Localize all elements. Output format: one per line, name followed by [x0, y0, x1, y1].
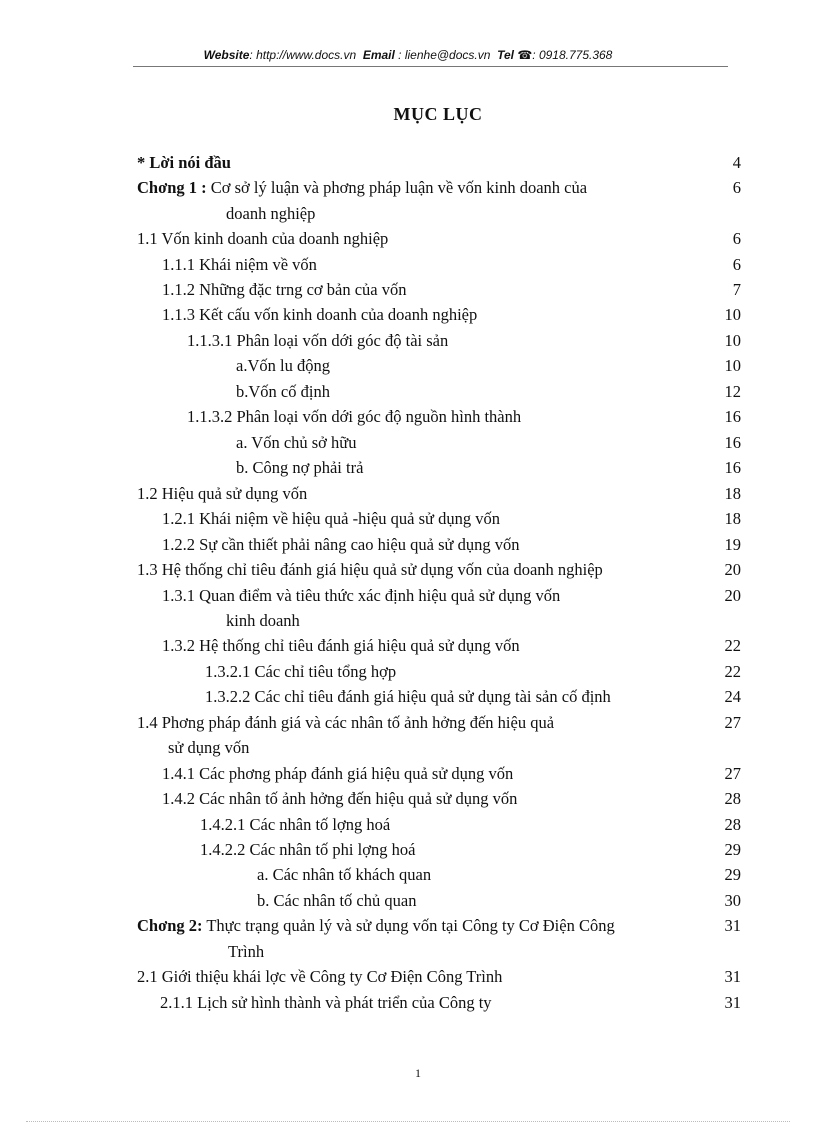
- website-value: : http://www.docs.vn: [249, 48, 357, 62]
- toc-entry-page: 4: [732, 153, 741, 172]
- toc-entry-text: 1.1.1 Khái niệm về vốn: [162, 255, 317, 274]
- tel-value: : 0918.775.368: [532, 48, 613, 62]
- page-number: 1: [415, 1066, 421, 1080]
- tel-label: Tel: [497, 48, 514, 62]
- toc-entry-page: 16: [724, 458, 741, 477]
- toc-entry-page: 30: [724, 891, 741, 910]
- toc-entry-text: Chơng 1 : Cơ sở lý luận và phơng pháp luận về vốn kinh doanh của: [137, 178, 588, 197]
- toc-entry-page: 6: [732, 178, 741, 197]
- toc-entry-text: 1.3 Hệ thống chỉ tiêu đánh giá hiệu quả sử dụng vốn của doanh nghiệp: [137, 560, 603, 579]
- toc-entry-text: 1.4 Phơng pháp đánh giá và các nhân tố ảnh hởng đến hiệu quả: [137, 713, 555, 732]
- toc-entry-text: 1.4.2 Các nhân tố ảnh hởng đến hiệu quả sử dụng vốn: [162, 789, 518, 808]
- toc-entry-page: 6: [732, 255, 741, 274]
- website-label: Website: [203, 48, 250, 62]
- toc-entry-continuation: doanh nghiệp: [226, 204, 316, 223]
- toc-entry-continuation: kinh doanh: [226, 611, 300, 630]
- toc-entry-page: 22: [724, 636, 741, 655]
- toc-entry-text: 1.1.3.2 Phân loại vốn dới góc độ nguồn hình thành: [187, 407, 522, 426]
- toc-entry-text: 1.4.2.2 Các nhân tố phi lợng hoá: [200, 840, 416, 859]
- toc-entry-text: b.Vốn cố định: [236, 382, 330, 401]
- toc-entry-text: 1.1.2 Những đặc trng cơ bản của vốn: [162, 280, 407, 299]
- toc-entry-page: 27: [724, 764, 741, 783]
- toc-entry-text: 1.2.1 Khái niệm về hiệu quả -hiệu quả sử dụng vốn: [162, 509, 500, 528]
- toc-entry-page: 29: [724, 840, 741, 859]
- toc-entry-page: 10: [724, 331, 741, 350]
- toc-entry-text: 1.4.1 Các phơng pháp đánh giá hiệu quả sử dụng vốn: [162, 764, 514, 783]
- toc-entry-text: 1.3.2.2 Các chỉ tiêu đánh giá hiệu quả sử dụng tài sản cố định: [205, 687, 611, 706]
- header-divider: [133, 66, 728, 67]
- toc-entry-text: a. Vốn chủ sở hữu: [236, 433, 357, 452]
- toc-entry-text: 1.2.2 Sự cần thiết phải nâng cao hiệu quả sử dụng vốn: [162, 535, 520, 554]
- toc-entry-page: 10: [724, 356, 741, 375]
- toc-entry-page: 19: [724, 535, 741, 554]
- email-label: Email: [362, 48, 395, 62]
- chapter-label: Chơng 2:: [137, 916, 203, 935]
- toc-entry-text: 1.2 Hiệu quả sử dụng vốn: [137, 484, 308, 503]
- toc-entry-continuation: sử dụng vốn: [168, 738, 250, 757]
- toc-entry-text: a.Vốn lu động: [236, 356, 330, 375]
- page-title: MỤC LỤC: [393, 104, 483, 124]
- toc-entry-page: 12: [724, 382, 741, 401]
- toc-entry-page: 22: [724, 662, 741, 681]
- toc-entry-text: b. Công nợ phải trả: [236, 458, 364, 477]
- toc-entry-page: 31: [724, 916, 741, 935]
- toc-entry-page: 24: [724, 687, 741, 706]
- toc-entry-continuation: Trình: [228, 942, 265, 961]
- toc-entry-page: 31: [724, 967, 741, 986]
- toc-entry-page: 16: [724, 407, 741, 426]
- toc-entry-text: b. Các nhân tố chủ quan: [257, 891, 417, 910]
- toc-entry-page: 29: [724, 865, 741, 884]
- toc-entry-text: 1.1.3 Kết cấu vốn kinh doanh của doanh nghiệp: [162, 305, 478, 324]
- toc-entry-text: 1.4.2.1 Các nhân tố lợng hoá: [200, 815, 391, 834]
- toc-entry-page: 28: [724, 789, 741, 808]
- email-value: : lienhe@docs.vn: [398, 48, 491, 62]
- toc-entry-text: 1.1 Vốn kinh doanh của doanh nghiệp: [137, 229, 389, 248]
- toc-entry-page: 6: [732, 229, 741, 248]
- toc-entry-text: 2.1.1 Lịch sử hình thành và phát triển của Công ty: [160, 993, 492, 1012]
- chapter-label: Chơng 1 :: [137, 178, 207, 197]
- footer-divider: [26, 1121, 790, 1122]
- toc-entry-page: 18: [724, 509, 741, 528]
- toc-entry-text: 1.1.3.1 Phân loại vốn dới góc độ tài sản: [187, 331, 449, 350]
- toc-entry-text: 2.1 Giới thiệu khái lợc về Công ty Cơ Điện Công Trình: [137, 967, 503, 986]
- toc-entry-page: 18: [724, 484, 741, 503]
- phone-icon: ☎: [517, 48, 533, 62]
- toc-entry-page: 27: [724, 713, 741, 732]
- toc-entry-page: 10: [724, 305, 741, 324]
- toc-entry-page: 20: [724, 560, 741, 579]
- toc-entry-page: 16: [724, 433, 741, 452]
- toc-entry-text: 1.3.2.1 Các chỉ tiêu tổng hợp: [205, 662, 397, 681]
- toc-entry-text: a. Các nhân tố khách quan: [257, 865, 432, 884]
- toc-entry-text: 1.3.2 Hệ thống chỉ tiêu đánh giá hiệu quả sử dụng vốn: [162, 636, 520, 655]
- toc-entry-text: 1.3.1 Quan điểm và tiêu thức xác định hiệu quả sử dụng vốn: [162, 586, 561, 605]
- toc-entry-page: 7: [732, 280, 741, 299]
- toc-entry-page: 31: [724, 993, 741, 1012]
- page-header: [0, 48, 816, 62]
- toc-entry-text: * Lời nói đầu: [137, 153, 231, 172]
- toc-entry-page: 20: [724, 586, 741, 605]
- toc-entry-text: Chơng 2: Thực trạng quản lý và sử dụng vốn tại Công ty Cơ Điện Công: [137, 916, 615, 935]
- toc-entry-page: 28: [724, 815, 741, 834]
